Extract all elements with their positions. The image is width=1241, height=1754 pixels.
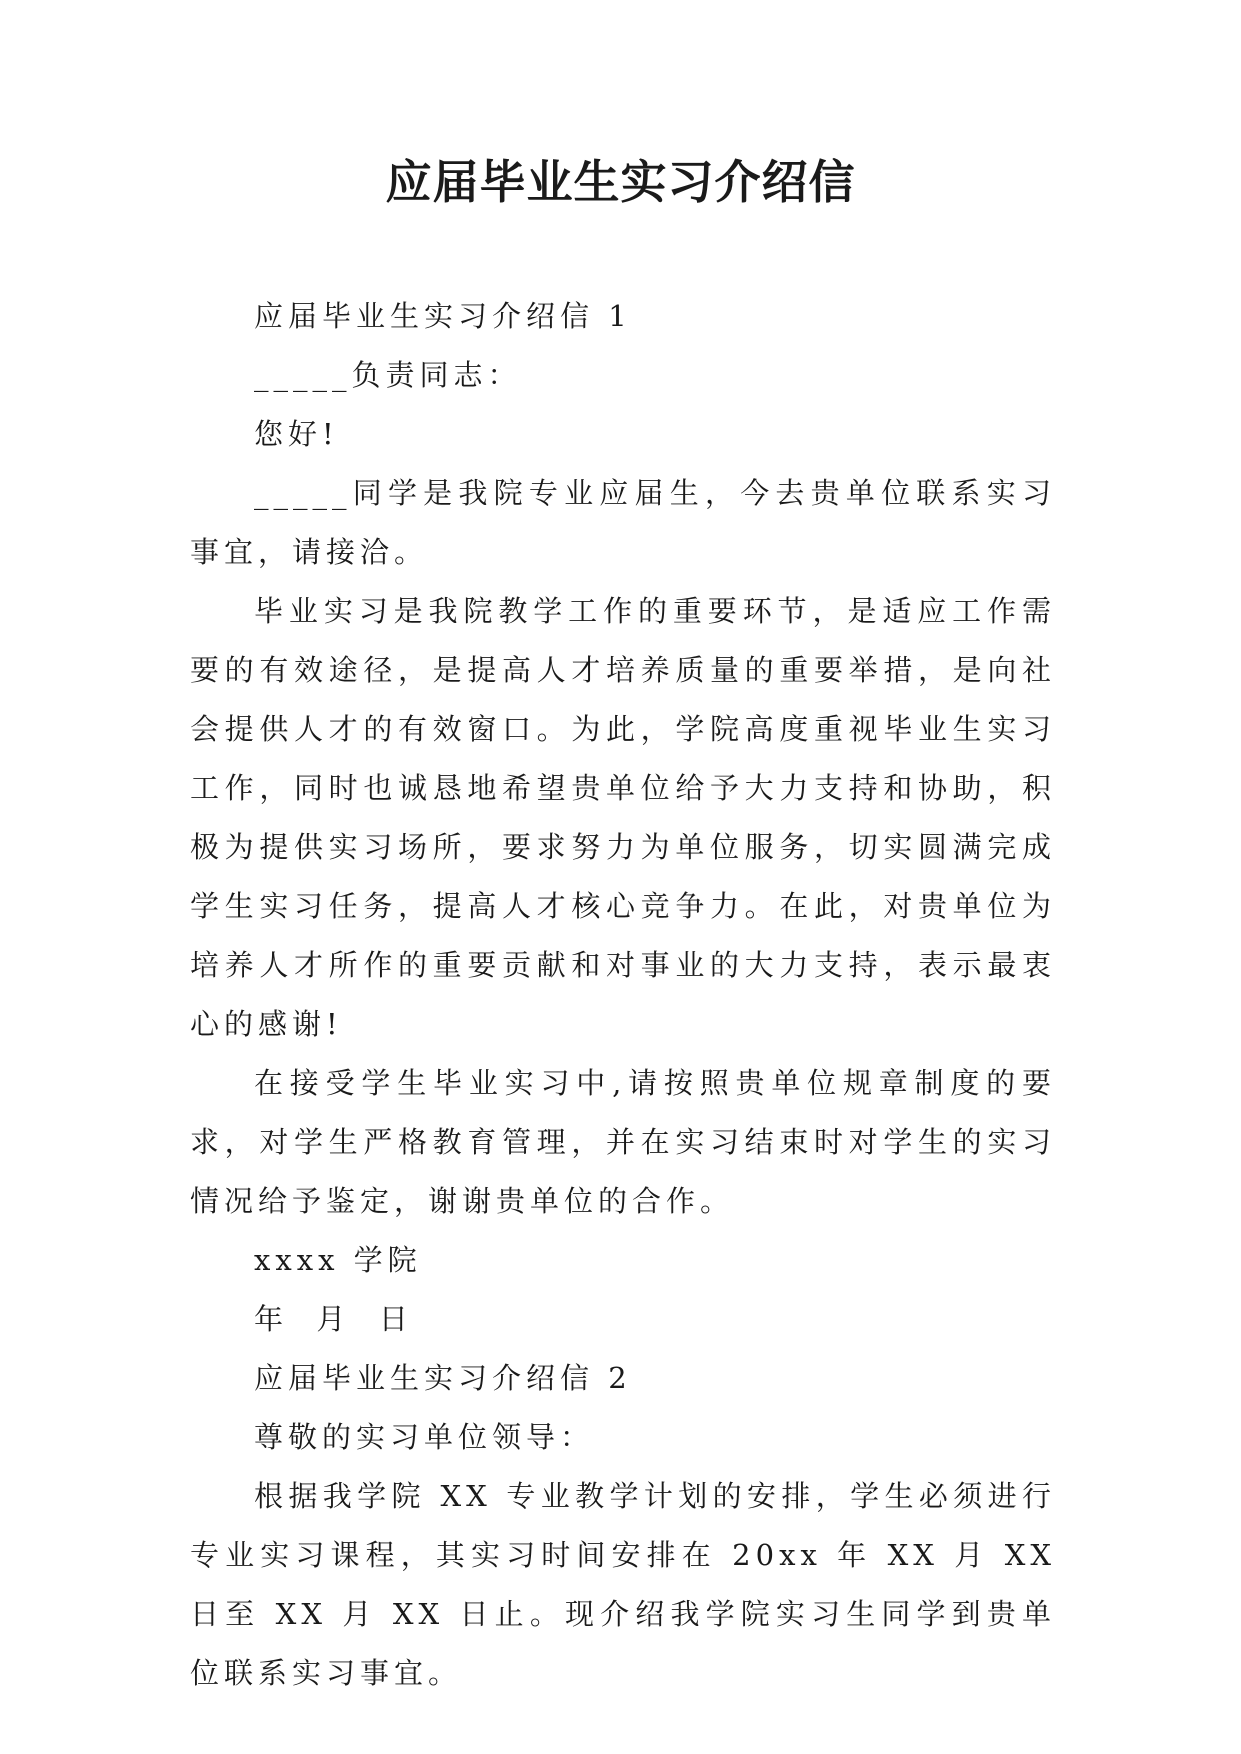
section-heading-letter-2: 应届毕业生实习介绍信 2 [254,1361,632,1395]
introduction-paragraph: _____同学是我院专业应届生，今去贵单位联系实习事宜，请接洽。 [190,476,1056,569]
section-heading-letter-1: 应届毕业生实习介绍信 1 [254,299,632,333]
salutation-leaders: 尊敬的实习单位领导： [254,1420,595,1454]
schedule-paragraph: 根据我学院 XX 专业教学计划的安排，学生必须进行专业实习课程，其实习时间安排在 20xx 年 XX 月 XX 日至 XX 月 XX 日止。现介绍我学院实习生同学到贵单位联系实习事宜。 [190,1479,1071,1690]
document-title: 应届毕业生实习介绍信 [385,155,856,209]
internship-purpose-paragraph: 毕业实习是我院教学工作的重要环节，是适应工作需要的有效途径，是提高人才培养质量的重要举措，是向社会提供人才的有效窗口。为此，学院高度重视毕业生实习工作，同时也诚恳地希望贵单位给予大力支持和协助，积极为提供实习场所，要求努力为单位服务，切实圆满完成学生实习任务，提高人才核心竞争力。在此，对贵单位为培养人才所作的重要贡献和对事业的大力支持，表示最衷心的感谢! [190,594,1056,1041]
request-paragraph: 在接受学生毕业实习中,请按照贵单位规章制度的要求，对学生严格教育管理，并在实习结束时对学生的实习情况给予鉴定，谢谢贵单位的合作。 [190,1066,1056,1218]
signature-date: 年 月 日 [254,1302,413,1336]
salutation-recipient: _____负责同志： [254,358,522,392]
document-body [190,287,1071,1703]
signature-institution: xxxx 学院 [254,1243,422,1277]
greeting: 您好! [254,417,339,451]
